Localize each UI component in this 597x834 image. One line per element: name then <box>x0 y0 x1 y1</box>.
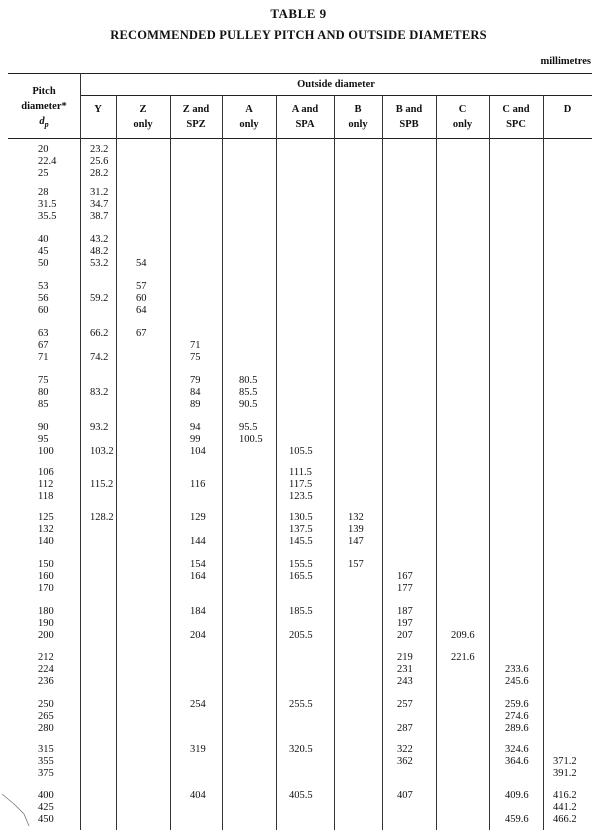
outside-diameter-cell: 404 <box>190 790 206 801</box>
pitch-header-line-3: $d_p$ <box>39 116 49 130</box>
outside-diameter-cell: 129 <box>190 512 206 523</box>
pitch-diameter-cell: 265 <box>38 711 54 722</box>
outside-diameter-cell: 137.5 <box>289 524 313 535</box>
pitch-diameter-cell: 400 <box>38 790 54 801</box>
outside-diameter-cell: 219 <box>397 652 413 663</box>
column-header-line: only <box>348 119 368 130</box>
outside-diameter-cell: 320.5 <box>289 744 313 755</box>
column-header-line: SPB <box>399 119 419 130</box>
outside-diameter-cell: 85.5 <box>239 387 258 398</box>
pitch-diameter-cell: 95 <box>38 434 49 445</box>
outside-diameter-cell: 60 <box>136 293 147 304</box>
outside-diameter-cell: 459.6 <box>505 814 529 825</box>
outside-diameter-cell: 157 <box>348 559 364 570</box>
outside-diameter-cell: 165.5 <box>289 571 313 582</box>
column-rule <box>543 95 544 830</box>
outside-diameter-cell: 74.2 <box>90 352 109 363</box>
outside-diameter-cell: 184 <box>190 606 206 617</box>
outside-diameter-cell: 71 <box>190 340 201 351</box>
pitch-diameter-cell: 45 <box>38 246 49 257</box>
pitch-diameter-cell: 100 <box>38 446 54 457</box>
column-header <box>80 102 116 117</box>
pitch-diameter-cell: 132 <box>38 524 54 535</box>
pitch-diameter-cell: 106 <box>38 467 54 478</box>
column-header <box>170 102 222 132</box>
column-header <box>222 102 276 132</box>
outside-diameter-cell: 197 <box>397 618 413 629</box>
outside-diameter-cell: 177 <box>397 583 413 594</box>
column-header <box>543 102 592 117</box>
outside-diameter-cell: 145.5 <box>289 536 313 547</box>
outside-diameter-rule <box>80 95 592 96</box>
pitch-diameter-cell: 20 <box>38 144 49 155</box>
outside-diameter-cell: 209.6 <box>451 630 475 641</box>
column-rule <box>116 95 117 830</box>
pitch-diameter-cell: 112 <box>38 479 54 490</box>
outside-diameter-cell: 364.6 <box>505 756 529 767</box>
outside-diameter-cell: 99 <box>190 434 201 445</box>
outside-diameter-cell: 154 <box>190 559 206 570</box>
outside-diameter-cell: 416.2 <box>553 790 577 801</box>
column-rule <box>80 73 81 830</box>
table-number: TABLE 9 <box>270 6 327 21</box>
outside-diameter-cell: 53.2 <box>90 258 109 269</box>
outside-diameter-cell: 94 <box>190 422 201 433</box>
outside-diameter-cell: 75 <box>190 352 201 363</box>
pitch-diameter-cell: 212 <box>38 652 54 663</box>
outside-diameter-cell: 207 <box>397 630 413 641</box>
column-rule <box>382 95 383 830</box>
outside-diameter-cell: 89 <box>190 399 201 410</box>
outside-diameter-cell: 93.2 <box>90 422 109 433</box>
outside-diameter-cell: 407 <box>397 790 413 801</box>
outside-diameter-cell: 95.5 <box>239 422 258 433</box>
outside-diameter-cell: 243 <box>397 676 413 687</box>
pitch-diameter-cell: 170 <box>38 583 54 594</box>
column-header-line: SPZ <box>186 119 206 130</box>
pitch-diameter-cell: 85 <box>38 399 49 410</box>
outside-diameter-cell: 221.6 <box>451 652 475 663</box>
outside-diameter-cell: 34.7 <box>90 199 109 210</box>
outside-diameter-cell: 25.6 <box>90 156 109 167</box>
outside-diameter-cell: 130.5 <box>289 512 313 523</box>
outside-diameter-cell: 319 <box>190 744 206 755</box>
outside-diameter-cell: 257 <box>397 699 413 710</box>
outside-diameter-cell: 111.5 <box>289 467 312 478</box>
outside-diameter-cell: 59.2 <box>90 293 109 304</box>
pitch-diameter-cell: 236 <box>38 676 54 687</box>
outside-diameter-cell: 164 <box>190 571 206 582</box>
header-bottom-rule <box>8 138 592 139</box>
pitch-diameter-cell: 75 <box>38 375 49 386</box>
outside-diameter-cell: 405.5 <box>289 790 313 801</box>
pitch-header-line-1: Pitch <box>32 86 56 97</box>
pitch-diameter-cell: 22.4 <box>38 156 57 167</box>
pitch-diameter-header <box>12 84 76 132</box>
pitch-diameter-cell: 25 <box>38 168 49 179</box>
pitch-diameter-cell: 63 <box>38 328 49 339</box>
outside-diameter-cell: 324.6 <box>505 744 529 755</box>
pitch-diameter-cell: 224 <box>38 664 54 675</box>
column-header-line: Y <box>94 104 102 115</box>
pitch-diameter-cell: 80 <box>38 387 49 398</box>
pitch-diameter-cell: 250 <box>38 699 54 710</box>
column-header-line: B and <box>395 104 423 115</box>
column-header-line: D <box>563 104 572 115</box>
pitch-diameter-cell: 280 <box>38 723 54 734</box>
pitch-diameter-cell: 315 <box>38 744 54 755</box>
outside-diameter-cell: 105.5 <box>289 446 313 457</box>
outside-diameter-cell: 123.5 <box>289 491 313 502</box>
column-header-line: B <box>354 104 362 115</box>
outside-diameter-cell: 43.2 <box>90 234 109 245</box>
outside-diameter-cell: 66.2 <box>90 328 109 339</box>
pitch-diameter-cell: 125 <box>38 512 54 523</box>
outside-diameter-cell: 48.2 <box>90 246 109 257</box>
outside-diameter-cell: 31.2 <box>90 187 109 198</box>
outside-diameter-cell: 155.5 <box>289 559 313 570</box>
pitch-diameter-cell: 67 <box>38 340 49 351</box>
column-header-line: only <box>133 119 153 130</box>
outside-diameter-cell: 139 <box>348 524 364 535</box>
pitch-diameter-cell: 60 <box>38 305 49 316</box>
outside-diameter-cell: 205.5 <box>289 630 313 641</box>
column-header-line: C <box>458 104 467 115</box>
outside-diameter-cell: 128.2 <box>90 512 114 523</box>
outside-diameter-cell: 117.5 <box>289 479 313 490</box>
outside-diameter-cell: 144 <box>190 536 206 547</box>
pitch-diameter-cell: 56 <box>38 293 49 304</box>
outside-diameter-cell: 254 <box>190 699 206 710</box>
column-rule <box>436 95 437 830</box>
outside-diameter-cell: 167 <box>397 571 413 582</box>
column-rule <box>222 95 223 830</box>
outside-diameter-cell: 115.2 <box>90 479 114 490</box>
outside-diameter-cell: 409.6 <box>505 790 529 801</box>
pitch-diameter-cell: 28 <box>38 187 49 198</box>
outside-diameter-header: Outside diameter <box>297 79 375 90</box>
column-header-line: A <box>245 104 253 115</box>
outside-diameter-cell: 132 <box>348 512 364 523</box>
column-rule <box>276 95 277 830</box>
outside-diameter-cell: 259.6 <box>505 699 529 710</box>
column-header <box>276 102 334 132</box>
pitch-diameter-cell: 31.5 <box>38 199 57 210</box>
pitch-diameter-cell: 71 <box>38 352 49 363</box>
pitch-diameter-cell: 50 <box>38 258 49 269</box>
outside-diameter-cell: 100.5 <box>239 434 263 445</box>
outside-diameter-cell: 67 <box>136 328 147 339</box>
pitch-diameter-cell: 40 <box>38 234 49 245</box>
pitch-diameter-cell: 190 <box>38 618 54 629</box>
outside-diameter-cell: 204 <box>190 630 206 641</box>
outside-diameter-cell: 322 <box>397 744 413 755</box>
outside-diameter-cell: 371.2 <box>553 756 577 767</box>
outside-diameter-cell: 80.5 <box>239 375 258 386</box>
outside-diameter-cell: 362 <box>397 756 413 767</box>
outside-diameter-cell: 147 <box>348 536 364 547</box>
outside-diameter-cell: 466.2 <box>553 814 577 825</box>
pitch-diameter-cell: 425 <box>38 802 54 813</box>
column-header-line: Z <box>139 104 147 115</box>
outside-diameter-cell: 245.6 <box>505 676 529 687</box>
outside-diameter-cell: 38.7 <box>90 211 109 222</box>
outside-diameter-cell: 274.6 <box>505 711 529 722</box>
outside-diameter-cell: 54 <box>136 258 147 269</box>
outside-diameter-cell: 231 <box>397 664 413 675</box>
outside-diameter-cell: 84 <box>190 387 201 398</box>
pitch-diameter-cell: 375 <box>38 768 54 779</box>
outside-diameter-cell: 104 <box>190 446 206 457</box>
column-header-line: A and <box>291 104 319 115</box>
outside-diameter-cell: 83.2 <box>90 387 109 398</box>
pitch-diameter-cell: 53 <box>38 281 49 292</box>
pitch-diameter-cell: 150 <box>38 559 54 570</box>
table-top-rule <box>8 73 592 74</box>
outside-diameter-cell: 23.2 <box>90 144 109 155</box>
outside-diameter-cell: 289.6 <box>505 723 529 734</box>
table-title: RECOMMENDED PULLEY PITCH AND OUTSIDE DIAMETERS <box>110 28 487 42</box>
outside-diameter-cell: 103.2 <box>90 446 114 457</box>
units-label: millimetres <box>540 56 591 67</box>
pitch-diameter-cell: 450 <box>38 814 54 825</box>
column-header-line: C and <box>502 104 530 115</box>
pitch-header-line-2: diameter* <box>21 101 67 112</box>
outside-diameter-cell: 441.2 <box>553 802 577 813</box>
outside-diameter-cell: 64 <box>136 305 147 316</box>
column-header-line: only <box>452 119 473 130</box>
column-header-line: SPA <box>295 119 315 130</box>
outside-diameter-cell: 391.2 <box>553 768 577 779</box>
outside-diameter-cell: 57 <box>136 281 147 292</box>
column-header <box>489 102 543 132</box>
column-header <box>382 102 436 132</box>
pitch-diameter-cell: 160 <box>38 571 54 582</box>
pitch-diameter-cell: 200 <box>38 630 54 641</box>
column-rule <box>170 95 171 830</box>
column-header-line: SPC <box>506 119 526 130</box>
outside-diameter-cell: 287 <box>397 723 413 734</box>
column-rule <box>489 95 490 830</box>
column-header <box>436 102 489 132</box>
column-header <box>334 102 382 132</box>
outside-diameter-cell: 233.6 <box>505 664 529 675</box>
column-header-line: only <box>239 119 259 130</box>
outside-diameter-cell: 185.5 <box>289 606 313 617</box>
outside-diameter-cell: 79 <box>190 375 201 386</box>
pitch-diameter-cell: 118 <box>38 491 54 502</box>
outside-diameter-cell: 187 <box>397 606 413 617</box>
outside-diameter-cell: 116 <box>190 479 206 490</box>
pitch-diameter-cell: 35.5 <box>38 211 57 222</box>
column-header-line: Z and <box>182 104 210 115</box>
column-header <box>116 102 170 132</box>
scan-mark-icon <box>0 790 30 830</box>
outside-diameter-cell: 28.2 <box>90 168 109 179</box>
pitch-diameter-cell: 180 <box>38 606 54 617</box>
pitch-diameter-cell: 90 <box>38 422 49 433</box>
outside-diameter-cell: 255.5 <box>289 699 313 710</box>
outside-diameter-cell: 90.5 <box>239 399 258 410</box>
pitch-diameter-cell: 140 <box>38 536 54 547</box>
column-rule <box>334 95 335 830</box>
pitch-diameter-cell: 355 <box>38 756 54 767</box>
